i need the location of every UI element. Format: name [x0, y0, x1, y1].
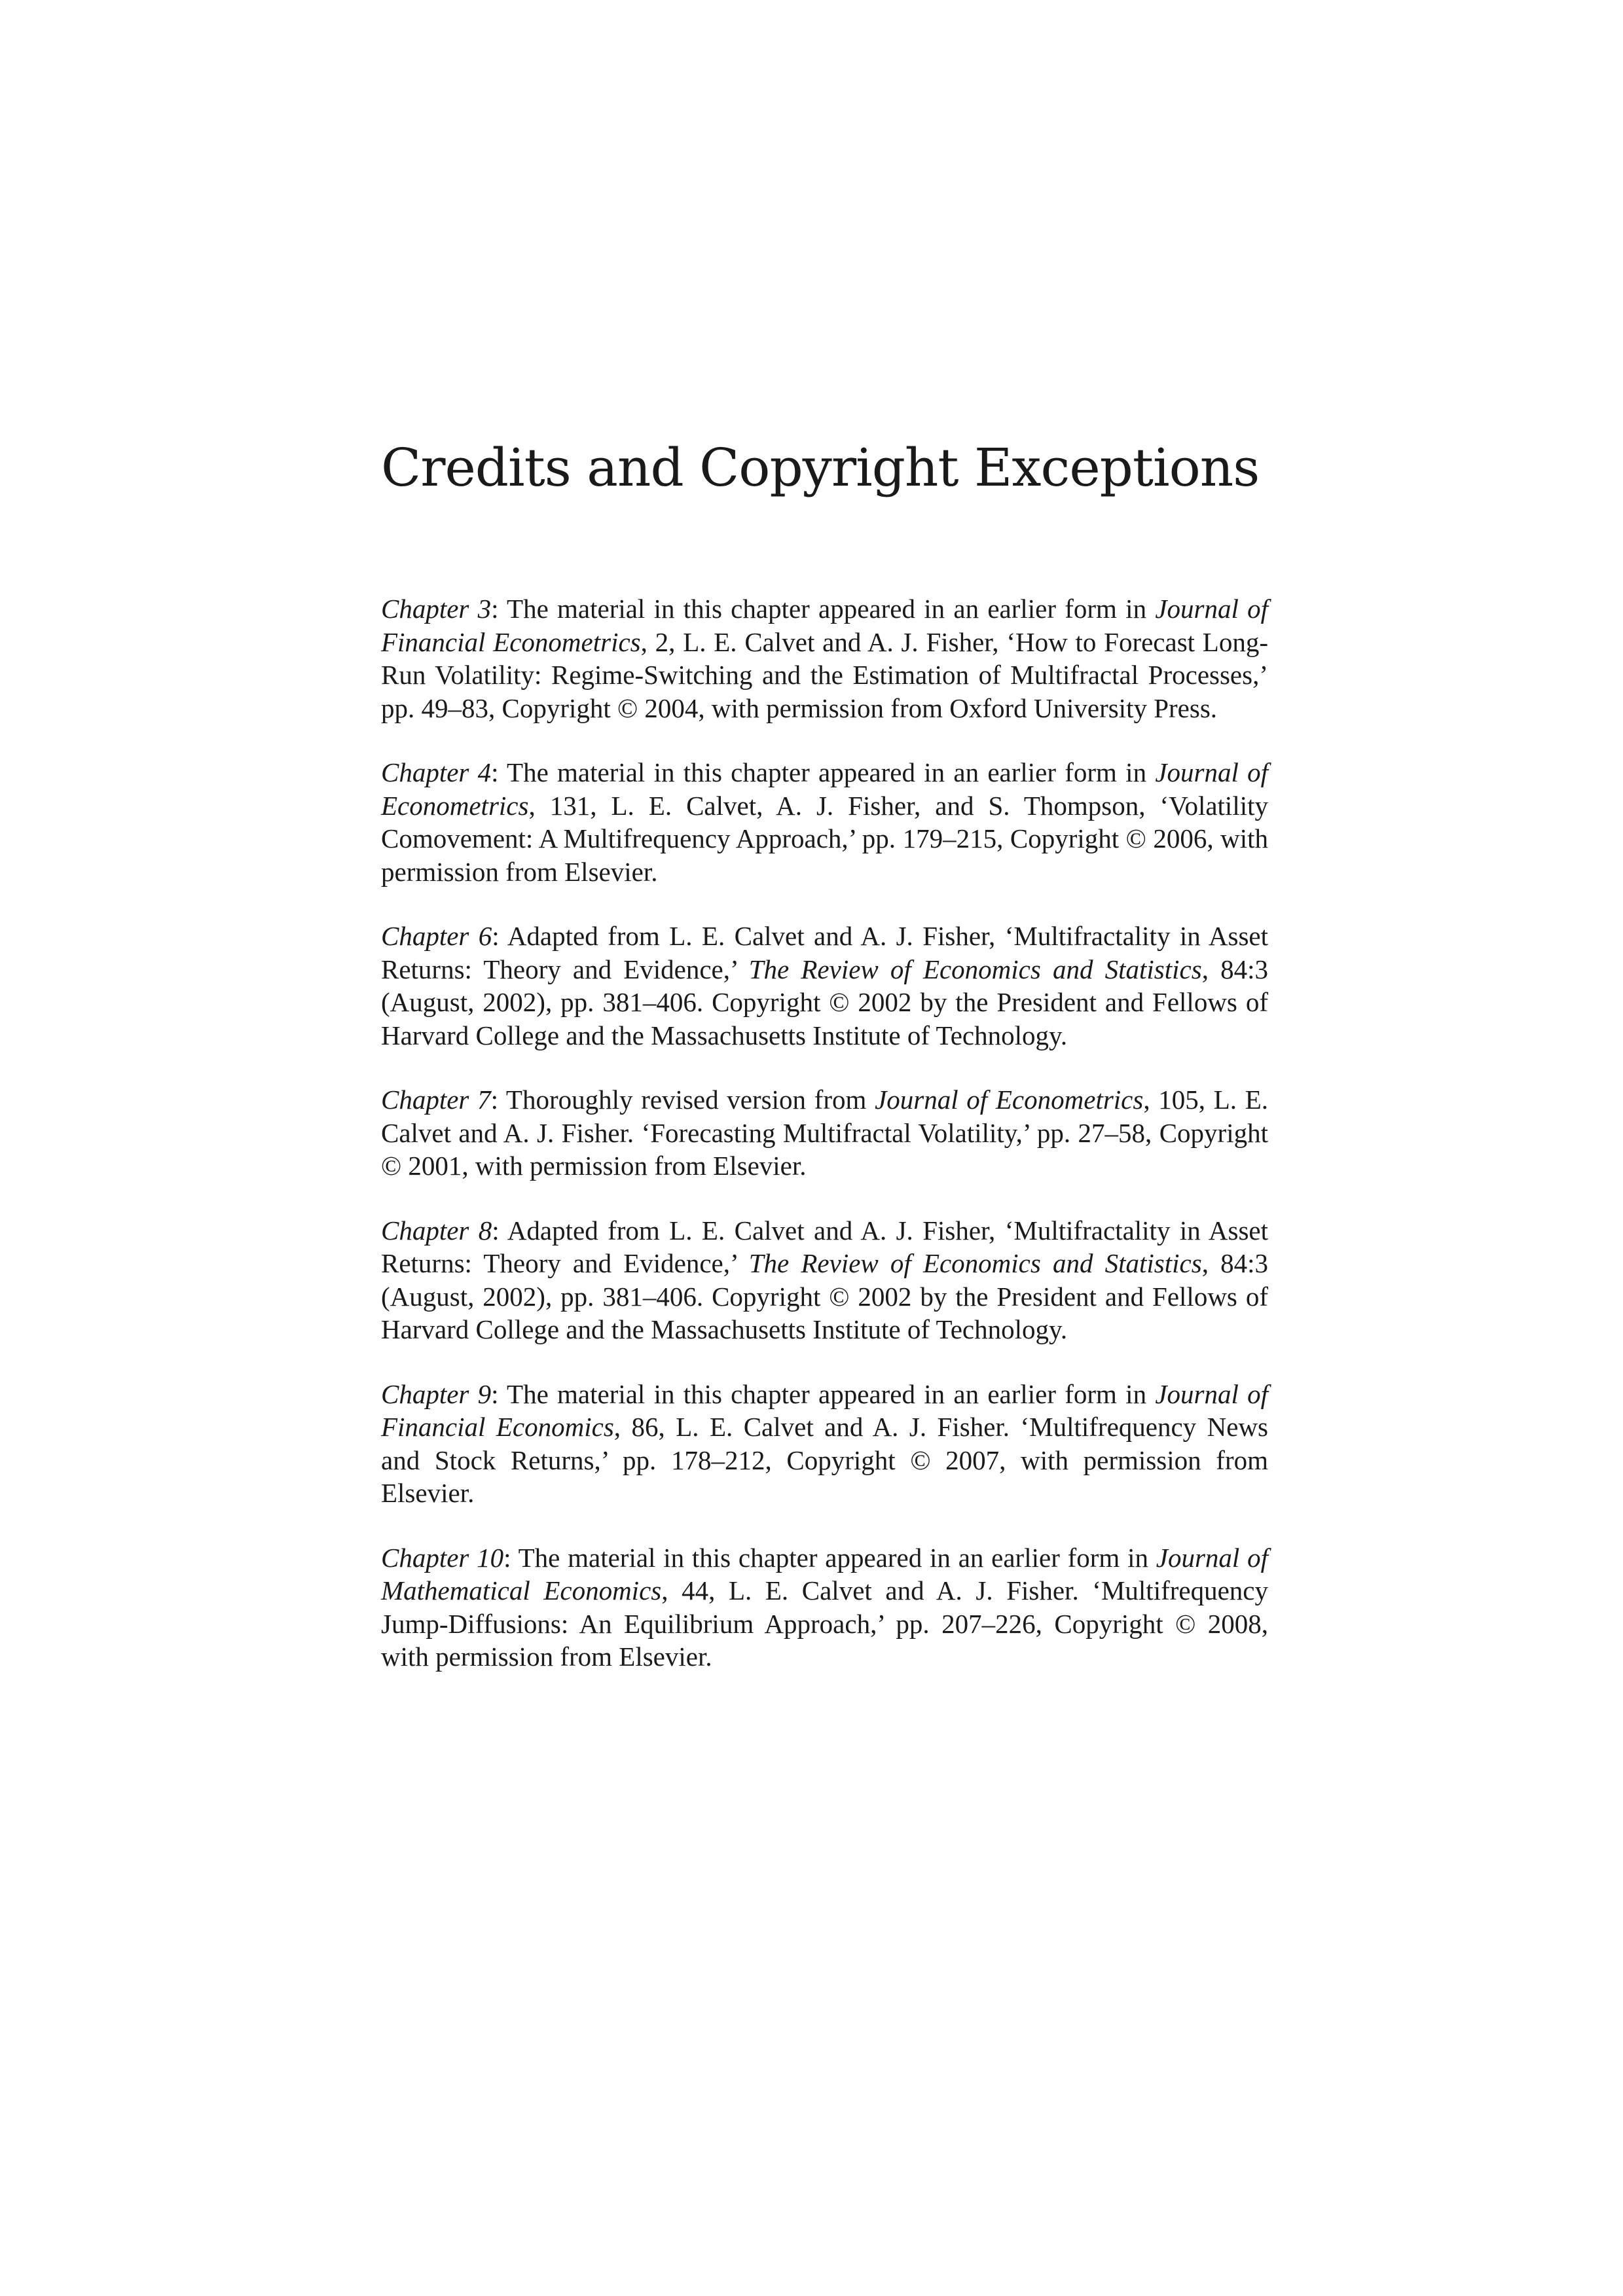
credit-entry-chapter-8 — [381, 1214, 1268, 1346]
credit-entry-chapter-6 — [381, 920, 1268, 1052]
journal-title: Journal of Financial Economics — [381, 1378, 1268, 1442]
chapter-label: Chapter 6 — [381, 921, 492, 951]
journal-title: Journal of Financial Econometrics — [381, 594, 1268, 657]
credit-text: , 131, L. E. Calvet, A. J. Fisher, and S. Thompson, ‘Volatility Comovement: A Multifrequency Approach,’ pp. 179–215, Copyright © 2006, with permission from Elsevier. — [381, 790, 1268, 887]
credit-text: : The material in this chapter appeared in an earlier form in — [491, 594, 1156, 624]
credit-text: : The material in this chapter appeared in an earlier form in — [503, 1542, 1156, 1573]
credit-entry-chapter-9 — [381, 1378, 1268, 1510]
credit-text: , 84:3 (August, 2002), pp. 381–406. Copyright © 2002 by the President and Fellows of Harvard College and the Massachusetts Institute of Technology. — [381, 954, 1268, 1050]
credit-text: : Adapted from L. E. Calvet and A. J. Fisher, ‘Multifractality in Asset Returns: Theory and Evidence,’ — [381, 1215, 1268, 1278]
credit-text: : Thoroughly revised version from — [490, 1085, 875, 1115]
journal-title: Journal of Mathematical Economics — [381, 1542, 1268, 1605]
journal-title: The Review of Economics and Statistics — [748, 1248, 1202, 1278]
credit-entry-chapter-4 — [381, 756, 1268, 888]
credits-list — [381, 592, 1268, 1705]
credit-text: : Adapted from L. E. Calvet and A. J. Fisher, ‘Multifractality in Asset Returns: Theory and Evidence,’ — [381, 921, 1268, 984]
chapter-label: Chapter 10 — [381, 1542, 504, 1573]
credit-text: , 84:3 (August, 2002), pp. 381–406. Copyright © 2002 by the President and Fellows of Harvard College and the Massachusetts Institute of Technology. — [381, 1248, 1268, 1344]
credit-text: , 2, L. E. Calvet and A. J. Fisher, ‘How to Forecast Long-Run Volatility: Regime-Switching and the Estimation of Multifractal Processes,’ pp. 49–83, Copyright © 2004, with permission from Oxford University Press. — [381, 626, 1269, 723]
journal-title: Journal of Econometrics — [875, 1085, 1144, 1115]
credit-entry-chapter-10 — [381, 1541, 1268, 1674]
credit-text: , 105, L. E. Calvet and A. J. Fisher. ‘Forecasting Multifractal Volatility,’ pp. 27–58, Copyright © 2001, with permission from Elsevier. — [381, 1085, 1268, 1181]
chapter-label: Chapter 3 — [381, 594, 492, 624]
chapter-label: Chapter 8 — [381, 1215, 492, 1246]
page-title: Credits and Copyright Exceptions — [381, 437, 1260, 498]
credit-text: : The material in this chapter appeared in an earlier form in — [491, 1378, 1156, 1409]
credit-text: , 86, L. E. Calvet and A. J. Fisher. ‘Multifrequency News and Stock Returns,’ pp. 178–212, Copyright © 2007, with permission from Elsevier. — [381, 1412, 1269, 1508]
credit-entry-chapter-3 — [381, 592, 1268, 725]
credit-entry-chapter-7 — [381, 1083, 1268, 1183]
chapter-label: Chapter 9 — [381, 1378, 492, 1409]
chapter-label: Chapter 7 — [381, 1085, 491, 1115]
credit-text: , 44, L. E. Calvet and A. J. Fisher. ‘Multifrequency Jump-Diffusions: An Equilibrium Approach,’ pp. 207–226, Copyright © 2008, with permission from Elsevier. — [381, 1575, 1268, 1672]
journal-title: Journal of Econometrics — [381, 757, 1268, 821]
chapter-label: Chapter 4 — [381, 757, 492, 787]
journal-title: The Review of Economics and Statistics — [748, 954, 1202, 984]
credit-text: : The material in this chapter appeared in an earlier form in — [491, 757, 1156, 787]
